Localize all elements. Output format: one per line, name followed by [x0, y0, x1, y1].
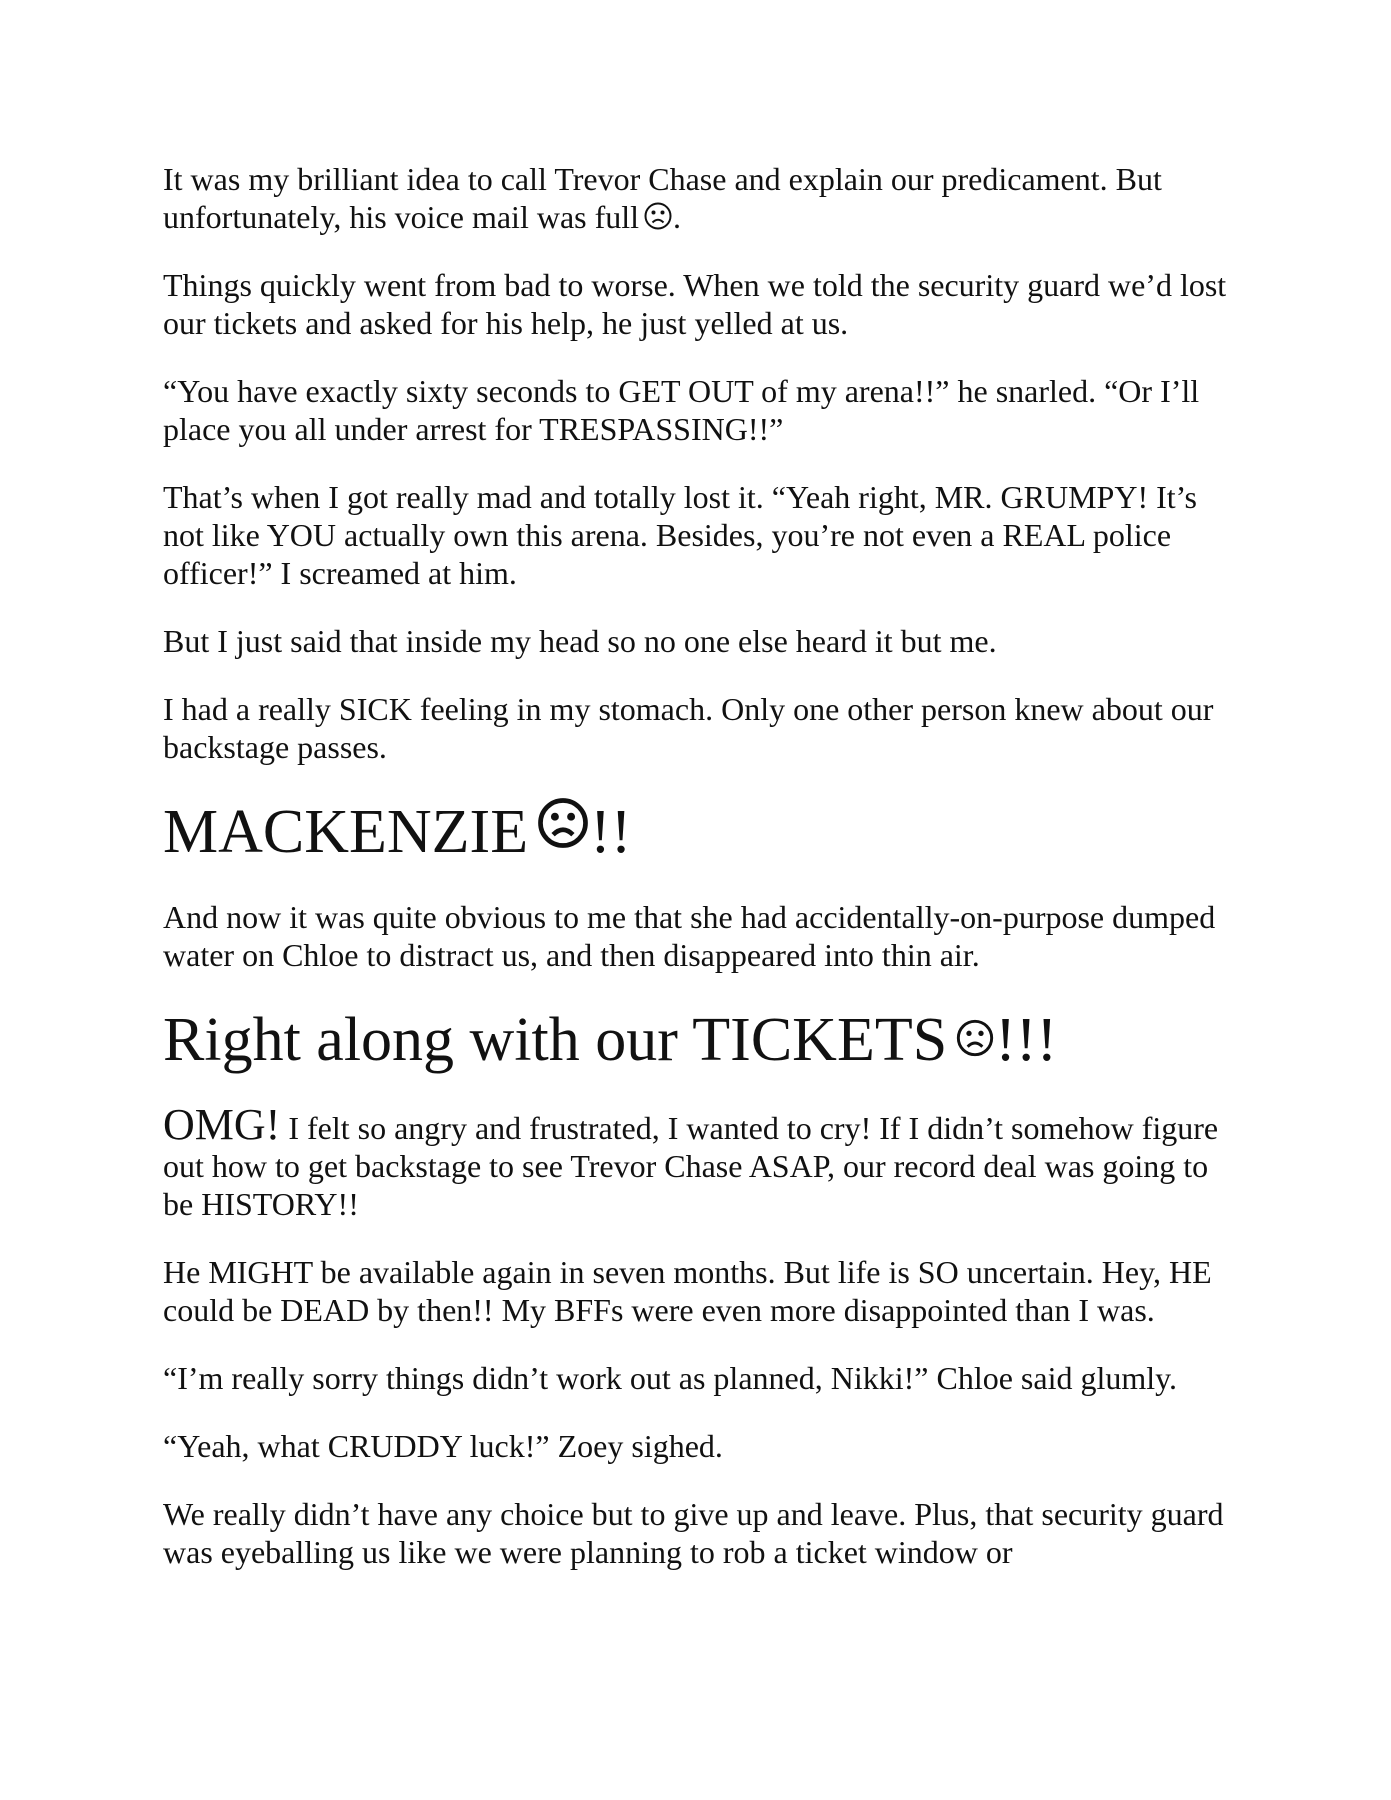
- paragraph-1: [163, 160, 1243, 236]
- paragraph-12: We really didn’t have any choice but to give up and leave. Plus, that security guard was eyeballing us like we were planning to rob a ticket window or: [163, 1496, 1224, 1570]
- text-column: [163, 160, 1243, 1640]
- paragraph-6: I had a really SICK feeling in my stomach. Only one other person knew about our backstage passes.: [163, 691, 1214, 765]
- frowning-face-icon: [955, 1018, 995, 1058]
- heading-tickets-end: !!!: [995, 1006, 1058, 1074]
- paragraph-9: He MIGHT be available again in seven months. But life is SO uncertain. Hey, HE could be DEAD by then!! My BFFs were even more disappointed than I was.: [163, 1254, 1212, 1328]
- frowning-face-icon: [643, 201, 673, 231]
- heading-mackenzie-text: MACKENZIE: [163, 798, 529, 866]
- omg-exclamation: OMG!: [163, 1100, 281, 1149]
- heading-mackenzie-end: !!: [590, 798, 632, 866]
- paragraph-8: [163, 1100, 1243, 1223]
- paragraph-7: And now it was quite obvious to me that she had accidentally-on-purpose dumped water on Chloe to distract us, and then disappeared into thin air.: [163, 899, 1216, 973]
- paragraph-2: Things quickly went from bad to worse. When we told the security guard we’d lost our tickets and asked for his help, he just yelled at us.: [163, 267, 1227, 341]
- paragraph-10: “I’m really sorry things didn’t work out as planned, Nikki!” Chloe said glumly.: [163, 1360, 1178, 1396]
- paragraph-4: That’s when I got really mad and totally lost it. “Yeah right, MR. GRUMPY! It’s not like YOU actually own this arena. Besides, you’re not even a REAL police officer!” I screamed at him.: [163, 479, 1197, 591]
- paragraph-1-end: .: [673, 199, 682, 235]
- paragraph-1-text: It was my brilliant idea to call Trevor Chase and explain our predicament. But unfortunately, his voice mail was full: [163, 161, 1162, 235]
- frowning-face-icon: [536, 796, 590, 850]
- heading-tickets-text: Right along with our TICKETS: [163, 1006, 948, 1074]
- paragraph-11: “Yeah, what CRUDDY luck!” Zoey sighed.: [163, 1428, 723, 1464]
- paragraph-8-text: I felt so angry and frustrated, I wanted to cry! If I didn’t somehow figure out how to get backstage to see Trevor Chase ASAP, our record deal was going to be HISTORY!!: [163, 1110, 1219, 1222]
- paragraph-5: But I just said that inside my head so no one else heard it but me.: [163, 623, 997, 659]
- paragraph-3: “You have exactly sixty seconds to GET OUT of my arena!!” he snarled. “Or I’ll place you all under arrest for TRESPASSING!!”: [163, 373, 1200, 447]
- heading-mackenzie: [163, 796, 1243, 868]
- heading-tickets: [163, 1004, 1243, 1076]
